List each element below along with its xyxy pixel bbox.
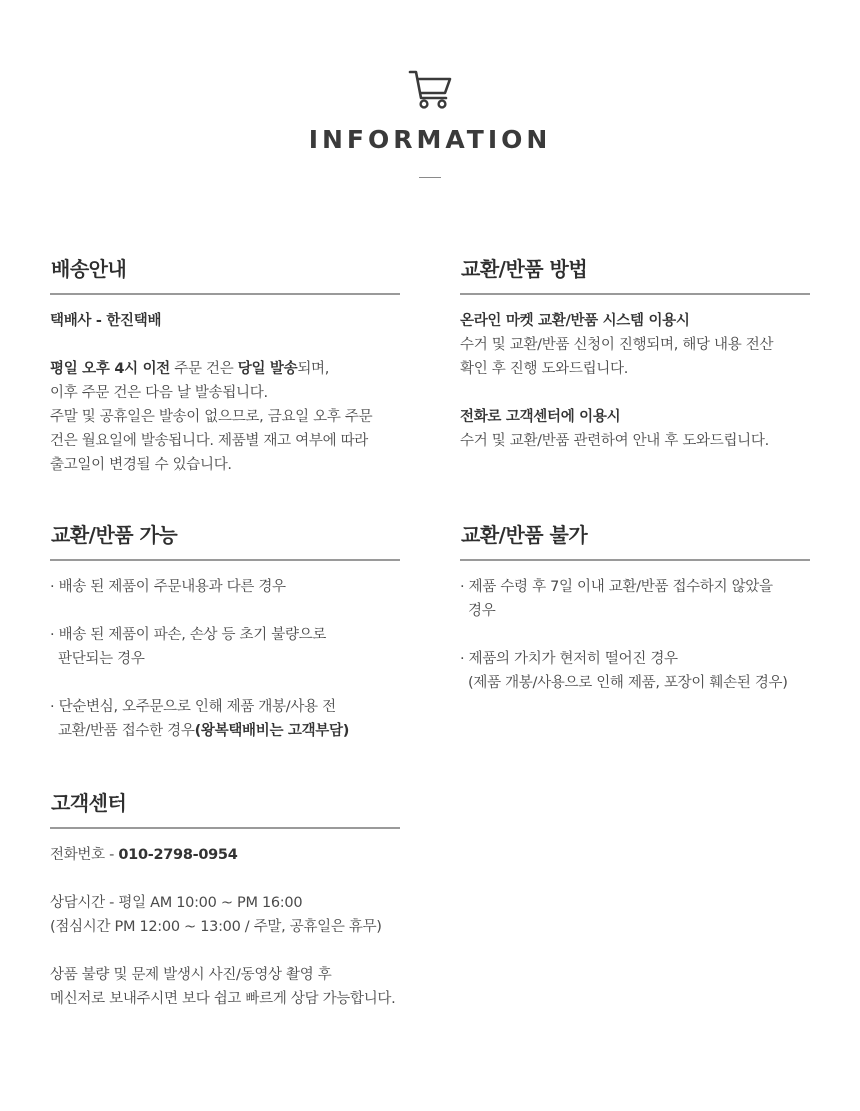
section-divider <box>50 559 400 561</box>
delivery-line-3: 주말 및 공휴일은 발송이 없으므로, 금요일 오후 주문 <box>50 409 373 425</box>
list-item-continuation: (제품 개봉/사용으로 인해 제품, 포장이 훼손된 경우) <box>468 675 788 691</box>
return-possible-body <box>50 575 400 743</box>
list-item: · 단순변심, 오주문으로 인해 제품 개봉/사용 전 <box>50 699 336 715</box>
return-impossible-body <box>460 575 810 695</box>
list-item-continuation: 경우 <box>468 603 496 619</box>
phone-line: 전화번호 - 010-2798-0954 <box>50 847 238 863</box>
list-item: · 제품 수령 후 7일 이내 교환/반품 접수하지 않았을 <box>460 579 773 595</box>
shipping-fee-note: (왕복택배비는 고객부담) <box>194 723 350 739</box>
note-line-1: 상품 불량 및 문제 발생시 사진/동영상 촬영 후 <box>50 967 332 983</box>
customer-service-title: 고객센터 <box>51 791 127 815</box>
page-title: INFORMATION <box>308 125 552 154</box>
section-divider <box>50 293 400 295</box>
list-item: · 배송 된 제품이 주문내용과 다른 경우 <box>50 579 286 595</box>
delivery-line-1: 평일 오후 4시 이전 주문 건은 당일 발송되며, <box>50 361 330 377</box>
shopping-cart-icon <box>408 68 454 110</box>
customer-service-section <box>50 789 400 1011</box>
note-line-2: 메신저로 보내주시면 보다 쉽고 빠르게 상담 가능합니다. <box>50 991 396 1007</box>
return-method-title: 교환/반품 방법 <box>461 257 588 281</box>
return-method-body <box>460 309 810 453</box>
section-divider <box>50 827 400 829</box>
list-item-continuation: 판단되는 경우 <box>58 651 145 667</box>
section-divider <box>460 559 810 561</box>
return-possible-section <box>50 521 400 743</box>
phone-method-heading: 전화로 고객센터에 이용시 <box>460 409 621 425</box>
list-item: · 제품의 가치가 현저히 떨어진 경우 <box>460 651 678 667</box>
return-possible-title: 교환/반품 가능 <box>51 523 178 547</box>
courier-text: 택배사 - 한진택배 <box>50 313 162 329</box>
delivery-line-4: 건은 월요일에 발송됩니다. 제품별 재고 여부에 따라 <box>50 433 369 449</box>
customer-service-body <box>50 843 420 1011</box>
list-item-continuation: 교환/반품 접수한 경우(왕복택배비는 고객부담) <box>58 723 350 739</box>
delivery-body <box>50 309 400 477</box>
online-method-heading: 온라인 마켓 교환/반품 시스템 이용시 <box>460 313 690 329</box>
title-divider <box>419 177 441 178</box>
phone-number: 010-2798-0954 <box>118 847 238 863</box>
section-divider <box>460 293 810 295</box>
online-method-line-2: 확인 후 진행 도와드립니다. <box>460 361 629 377</box>
return-impossible-section <box>460 521 810 695</box>
delivery-title: 배송안내 <box>51 257 127 281</box>
return-method-section <box>460 255 810 453</box>
delivery-line-5: 출고일이 변경될 수 있습니다. <box>50 457 232 473</box>
online-method-line-1: 수거 및 교환/반품 신청이 진행되며, 해당 내용 전산 <box>460 337 774 353</box>
list-item: · 배송 된 제품이 파손, 손상 등 초기 불량으로 <box>50 627 327 643</box>
hours-line-1: 상담시간 - 평일 AM 10:00 ~ PM 16:00 <box>50 895 303 911</box>
delivery-line-2: 이후 주문 건은 다음 날 발송됩니다. <box>50 385 268 401</box>
return-impossible-title: 교환/반품 불가 <box>461 523 588 547</box>
phone-method-line-1: 수거 및 교환/반품 관련하여 안내 후 도와드립니다. <box>460 433 769 449</box>
hours-line-2: (점심시간 PM 12:00 ~ 13:00 / 주말, 공휴일은 휴무) <box>50 919 382 935</box>
delivery-section <box>50 255 400 477</box>
